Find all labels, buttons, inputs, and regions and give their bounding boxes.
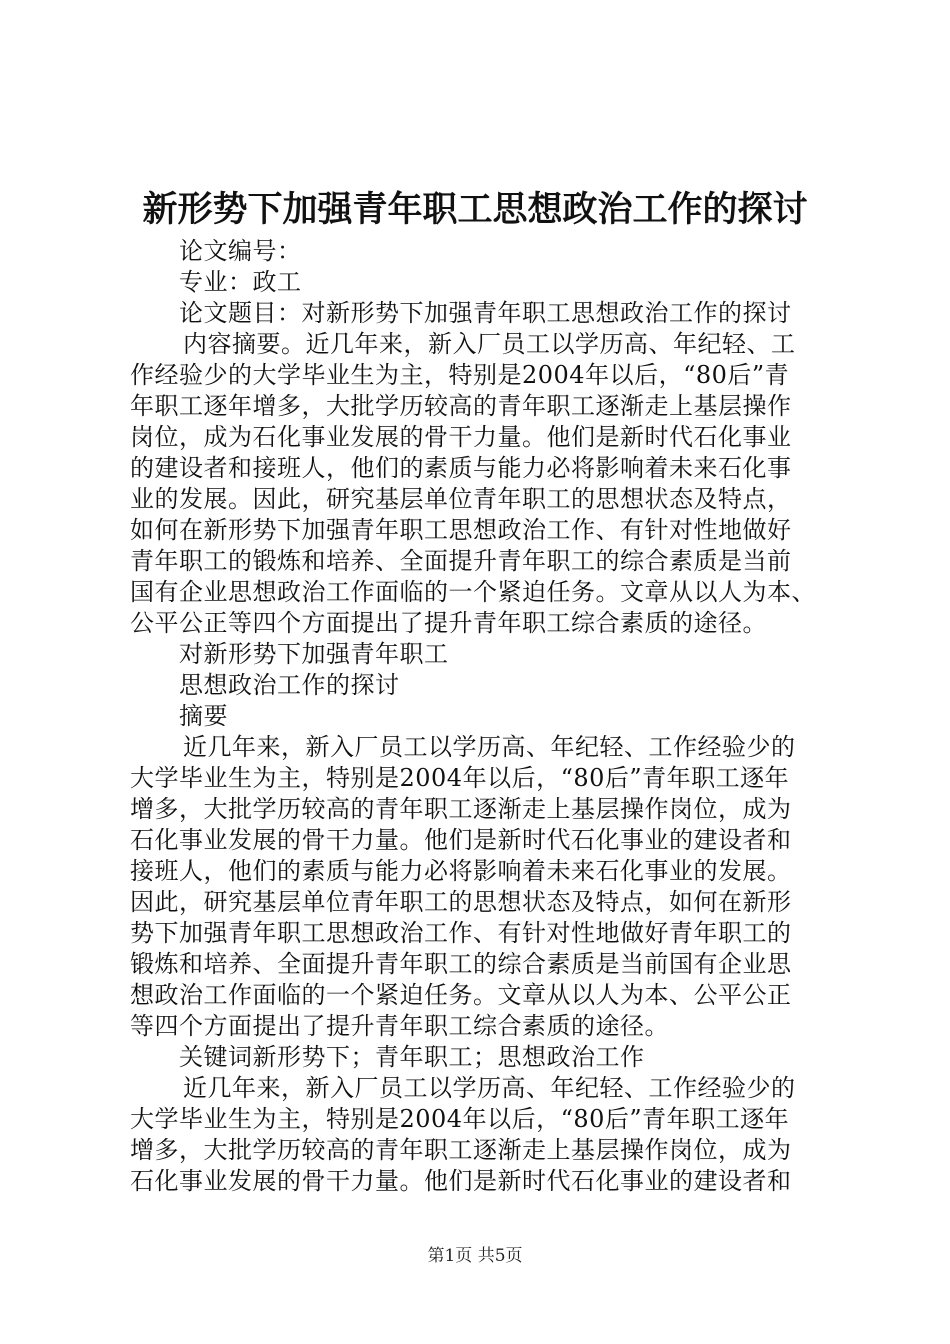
text-line: 关键词新形势下；青年职工；思想政治工作: [179, 1043, 645, 1071]
text-line: 摘要: [179, 702, 228, 730]
text-line: 石化事业发展的骨干力量。他们是新时代石化事业的建设者和: [130, 826, 792, 854]
text-line: 增多，大批学历较高的青年职工逐渐走上基层操作岗位，成为: [130, 795, 792, 823]
text-line: 势下加强青年职工思想政治工作、有针对性地做好青年职工的: [130, 919, 792, 947]
text-line: 接班人，他们的素质与能力必将影响着未来石化事业的发展。: [130, 857, 792, 885]
text-line: 业的发展。因此，研究基层单位青年职工的思想状态及特点，: [130, 485, 792, 513]
text-line: 等四个方面提出了提升青年职工综合素质的途径。: [130, 1012, 669, 1040]
text-line: 想政治工作面临的一个紧迫任务。文章从以人为本、公平公正: [130, 981, 792, 1009]
text-line: 思想政治工作的探讨: [179, 671, 400, 699]
text-line: 因此，研究基层单位青年职工的思想状态及特点，如何在新形: [130, 888, 792, 916]
text-line: 近几年来，新入厂员工以学历高、年纪轻、工作经验少的: [183, 733, 796, 761]
text-line: 大学毕业生为主，特别是2004年以后，“80后”青年职工逐年: [130, 764, 790, 792]
text-line: 论文编号：: [179, 237, 302, 265]
text-line: 锻炼和培养、全面提升青年职工的综合素质是当前国有企业思: [130, 950, 792, 978]
text-line: 作经验少的大学毕业生为主，特别是2004年以后，“80后”青: [130, 361, 790, 389]
text-line: 论文题目：对新形势下加强青年职工思想政治工作的探讨: [179, 299, 792, 327]
text-line: 公平公正等四个方面提出了提升青年职工综合素质的途径。: [130, 609, 767, 637]
text-line: 年职工逐年增多，大批学历较高的青年职工逐渐走上基层操作: [130, 392, 792, 420]
text-line: 对新形势下加强青年职工: [179, 640, 449, 668]
text-line: 如何在新形势下加强青年职工思想政治工作、有针对性地做好: [130, 516, 792, 544]
text-line: 青年职工的锻炼和培养、全面提升青年职工的综合素质是当前: [130, 547, 792, 575]
text-line: 内容摘要。近几年来，新入厂员工以学历高、年纪轻、工: [183, 330, 796, 358]
text-line: 近几年来，新入厂员工以学历高、年纪轻、工作经验少的: [183, 1074, 796, 1102]
text-line: 石化事业发展的骨干力量。他们是新时代石化事业的建设者和: [130, 1167, 792, 1195]
document-title: 新形势下加强青年职工思想政治工作的探讨: [142, 189, 808, 230]
text-line: 专业：政工: [179, 268, 302, 296]
document-body: [130, 236, 835, 1197]
text-line: 国有企业思想政治工作面临的一个紧迫任务。文章从以人为本、: [130, 578, 816, 606]
text-line: 增多，大批学历较高的青年职工逐渐走上基层操作岗位，成为: [130, 1136, 792, 1164]
text-line: 的建设者和接班人，他们的素质与能力必将影响着未来石化事: [130, 454, 792, 482]
text-line: 岗位，成为石化事业发展的骨干力量。他们是新时代石化事业: [130, 423, 792, 451]
page-footer: 第1页 共5页: [427, 1246, 523, 1266]
text-line: 大学毕业生为主，特别是2004年以后，“80后”青年职工逐年: [130, 1105, 790, 1133]
